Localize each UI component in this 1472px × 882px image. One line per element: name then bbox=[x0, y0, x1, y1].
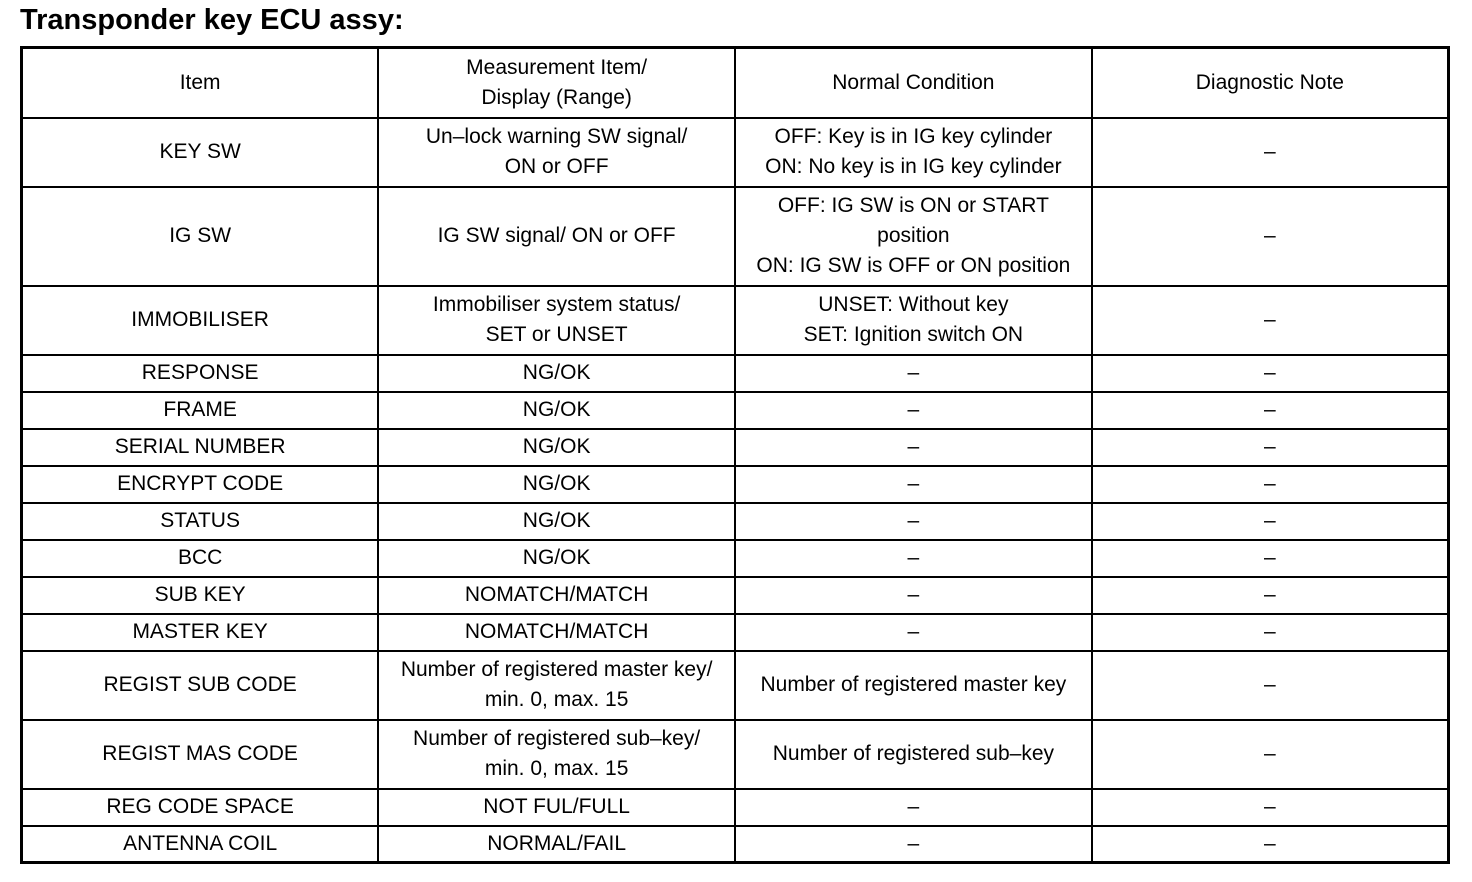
table-row bbox=[22, 118, 1449, 187]
cell-normal-condition: UNSET: Without key SET: Ignition switch ON bbox=[735, 286, 1092, 355]
cell-diagnostic-note: – bbox=[1092, 577, 1449, 614]
cell-measurement: NG/OK bbox=[378, 429, 735, 466]
cell-diagnostic-note: – bbox=[1092, 503, 1449, 540]
cell-measurement: NG/OK bbox=[378, 466, 735, 503]
cell-normal-condition: OFF: Key is in IG key cylinder ON: No key is in IG key cylinder bbox=[735, 118, 1092, 187]
table-row bbox=[22, 720, 1449, 789]
cell-measurement: Un–lock warning SW signal/ ON or OFF bbox=[378, 118, 735, 187]
cell-diagnostic-note: – bbox=[1092, 651, 1449, 720]
cell-normal-condition: Number of registered master key bbox=[735, 651, 1092, 720]
cell-normal-condition: – bbox=[735, 789, 1092, 826]
cell-diagnostic-note: – bbox=[1092, 540, 1449, 577]
cell-normal-condition: – bbox=[735, 466, 1092, 503]
table-row bbox=[22, 540, 1449, 577]
cell-measurement: NORMAL/FAIL bbox=[378, 826, 735, 863]
cell-diagnostic-note: – bbox=[1092, 466, 1449, 503]
cell-diagnostic-note: – bbox=[1092, 118, 1449, 187]
cell-normal-condition: – bbox=[735, 826, 1092, 863]
cell-item: ENCRYPT CODE bbox=[22, 466, 379, 503]
cell-diagnostic-note: – bbox=[1092, 355, 1449, 392]
column-header-measurement: Measurement Item/ Display (Range) bbox=[378, 48, 735, 118]
cell-measurement: NG/OK bbox=[378, 355, 735, 392]
cell-item: SUB KEY bbox=[22, 577, 379, 614]
cell-measurement: NG/OK bbox=[378, 392, 735, 429]
table-row bbox=[22, 187, 1449, 286]
cell-item: REGIST SUB CODE bbox=[22, 651, 379, 720]
column-header-item: Item bbox=[22, 48, 379, 118]
cell-diagnostic-note: – bbox=[1092, 286, 1449, 355]
table-row bbox=[22, 286, 1449, 355]
cell-item: REG CODE SPACE bbox=[22, 789, 379, 826]
cell-item: SERIAL NUMBER bbox=[22, 429, 379, 466]
data-list-table bbox=[20, 46, 1450, 864]
table-row bbox=[22, 789, 1449, 826]
cell-normal-condition: – bbox=[735, 429, 1092, 466]
cell-diagnostic-note: – bbox=[1092, 614, 1449, 651]
cell-diagnostic-note: – bbox=[1092, 429, 1449, 466]
table-row bbox=[22, 392, 1449, 429]
column-header-diagnostic-note: Diagnostic Note bbox=[1092, 48, 1449, 118]
cell-item: BCC bbox=[22, 540, 379, 577]
cell-item: IMMOBILISER bbox=[22, 286, 379, 355]
cell-item: KEY SW bbox=[22, 118, 379, 187]
cell-measurement: Number of registered sub–key/ min. 0, max. 15 bbox=[378, 720, 735, 789]
cell-normal-condition: – bbox=[735, 614, 1092, 651]
cell-normal-condition: – bbox=[735, 540, 1092, 577]
table-row bbox=[22, 355, 1449, 392]
cell-item: RESPONSE bbox=[22, 355, 379, 392]
table-row bbox=[22, 614, 1449, 651]
cell-measurement: NG/OK bbox=[378, 540, 735, 577]
table-header-row bbox=[22, 48, 1449, 118]
cell-item: STATUS bbox=[22, 503, 379, 540]
column-header-normal-condition: Normal Condition bbox=[735, 48, 1092, 118]
page-title: Transponder key ECU assy: bbox=[20, 4, 404, 36]
table-row bbox=[22, 826, 1449, 863]
cell-diagnostic-note: – bbox=[1092, 392, 1449, 429]
cell-diagnostic-note: – bbox=[1092, 826, 1449, 863]
cell-diagnostic-note: – bbox=[1092, 187, 1449, 286]
cell-diagnostic-note: – bbox=[1092, 789, 1449, 826]
cell-normal-condition: OFF: IG SW is ON or START position ON: IG SW is OFF or ON position bbox=[735, 187, 1092, 286]
cell-normal-condition: – bbox=[735, 577, 1092, 614]
cell-normal-condition: – bbox=[735, 392, 1092, 429]
cell-normal-condition: – bbox=[735, 503, 1092, 540]
cell-measurement: NOMATCH/MATCH bbox=[378, 577, 735, 614]
cell-item: IG SW bbox=[22, 187, 379, 286]
table-row bbox=[22, 429, 1449, 466]
cell-measurement: Number of registered master key/ min. 0, max. 15 bbox=[378, 651, 735, 720]
table-row bbox=[22, 503, 1449, 540]
cell-item: REGIST MAS CODE bbox=[22, 720, 379, 789]
table-row bbox=[22, 466, 1449, 503]
cell-measurement: NG/OK bbox=[378, 503, 735, 540]
cell-measurement: NOT FUL/FULL bbox=[378, 789, 735, 826]
cell-measurement: IG SW signal/ ON or OFF bbox=[378, 187, 735, 286]
cell-item: FRAME bbox=[22, 392, 379, 429]
table-row bbox=[22, 651, 1449, 720]
cell-item: ANTENNA COIL bbox=[22, 826, 379, 863]
cell-normal-condition: Number of registered sub–key bbox=[735, 720, 1092, 789]
table-row bbox=[22, 577, 1449, 614]
cell-measurement: Immobiliser system status/ SET or UNSET bbox=[378, 286, 735, 355]
cell-diagnostic-note: – bbox=[1092, 720, 1449, 789]
cell-item: MASTER KEY bbox=[22, 614, 379, 651]
cell-measurement: NOMATCH/MATCH bbox=[378, 614, 735, 651]
cell-normal-condition: – bbox=[735, 355, 1092, 392]
